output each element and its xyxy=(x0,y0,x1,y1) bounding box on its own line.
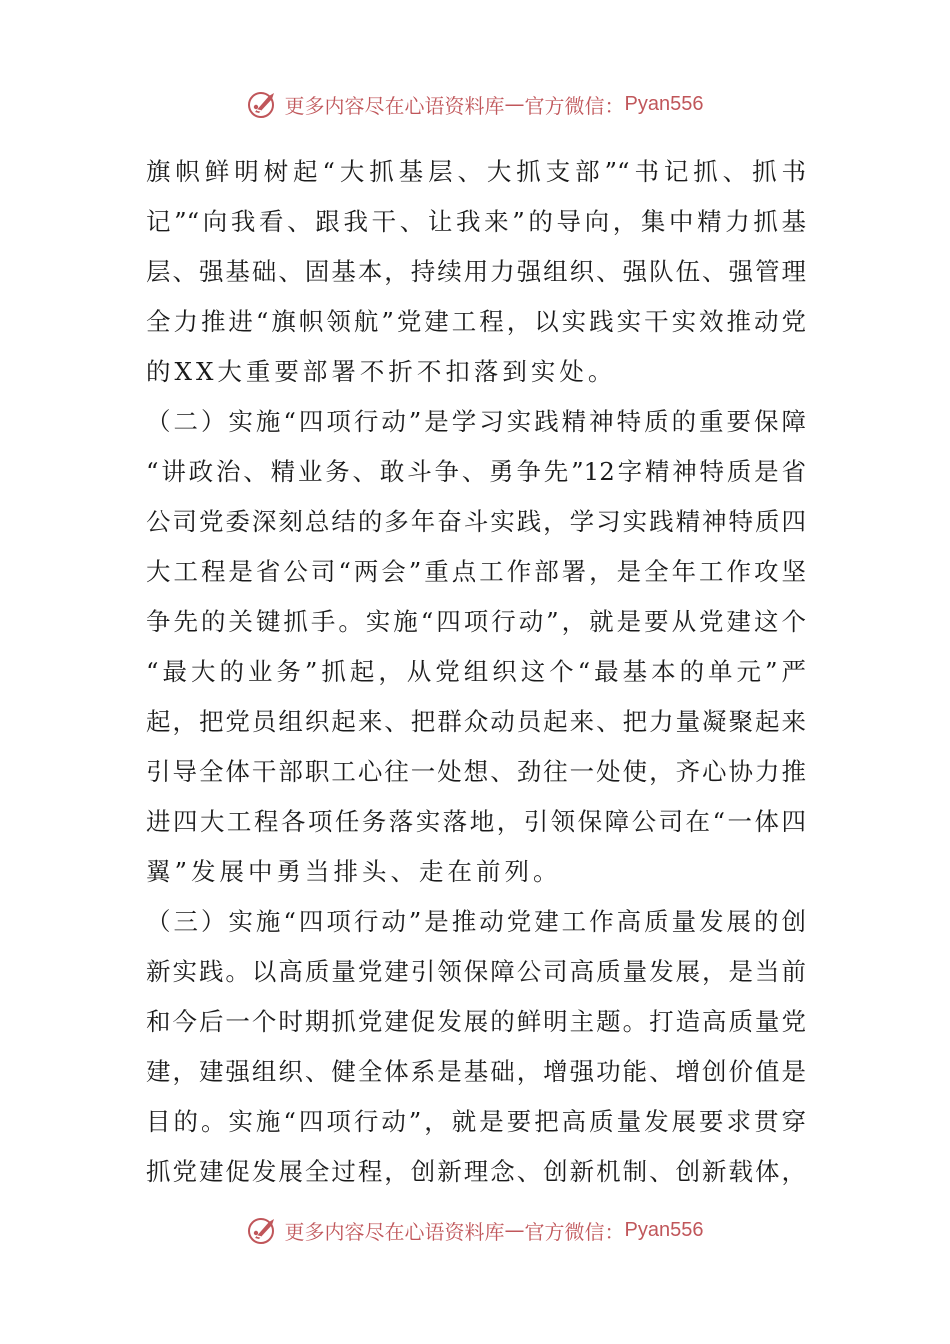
watermark-dash: — xyxy=(504,92,525,116)
text-line: 争先的关键抓手。实施“四项行动”，就是要从党建这个 xyxy=(146,607,806,636)
text-line: 抓党建促发展全过程，创新理念、创新机制、创新载体， xyxy=(146,1157,806,1186)
text-line: “最大的业务”抓起，从党组织这个“最基本的单元”严 xyxy=(146,657,806,686)
text-line: 新实践。以高质量党建引领保障公司高质量发展，是当前 xyxy=(146,957,806,986)
watermark-brand: 更多内容尽在心语资料库 xyxy=(284,93,505,118)
text-line: 的XX大重要部署不折不扣落到实处。 xyxy=(146,357,617,386)
watermark-contact-label: 官方微信： xyxy=(524,93,625,118)
text-line: 建，建强组织、健全体系是基础，增强功能、增创价值是 xyxy=(146,1057,806,1086)
watermark-dash: — xyxy=(504,1218,525,1242)
text-line: 旗帜鲜明树起“大抓基层、大抓支部”“书记抓、抓书 xyxy=(146,157,806,186)
watermark-brand: 更多内容尽在心语资料库 xyxy=(284,1219,505,1244)
watermark-wechat-id: Pyan556 xyxy=(624,1218,704,1241)
text-line: 和今后一个时期抓党建促发展的鲜明主题。打造高质量党 xyxy=(146,1007,806,1036)
text-line: 层、强基础、固基本，持续用力强组织、强队伍、强管理 xyxy=(146,257,806,286)
document-body xyxy=(146,147,806,1197)
text-line: 起，把党员组织起来、把群众动员起来、把力量凝聚起来 xyxy=(146,707,806,736)
text-line: 引导全体干部职工心往一处想、劲往一处使，齐心协力推 xyxy=(146,757,806,786)
text-line: 翼”发展中勇当排头、走在前列。 xyxy=(146,857,562,886)
fountain-pen-logo-icon xyxy=(247,1214,279,1246)
paragraph-3 xyxy=(146,897,806,1197)
text-line: 目的。实施“四项行动”，就是要把高质量发展要求贯穿 xyxy=(146,1107,806,1136)
text-line: 记”“向我看、跟我干、让我来”的导向，集中精力抓基 xyxy=(146,207,806,236)
watermark-wechat-id: Pyan556 xyxy=(624,92,704,115)
text-line: 全力推进“旗帜领航”党建工程，以实践实干实效推动党 xyxy=(146,307,806,336)
text-line: 进四大工程各项任务落实落地，引领保障公司在“一体四 xyxy=(146,807,806,836)
paragraph-2 xyxy=(146,397,806,897)
fountain-pen-logo-icon xyxy=(247,88,279,120)
text-line: 公司党委深刻总结的多年奋斗实践，学习实践精神特质四 xyxy=(146,507,806,536)
paragraph-1 xyxy=(146,147,806,397)
header-watermark xyxy=(0,84,950,124)
text-line: “讲政治、精业务、敢斗争、勇争先”12字精神特质是省 xyxy=(146,457,806,486)
footer-watermark xyxy=(0,1210,950,1250)
text-line: 大工程是省公司“两会”重点工作部署，是全年工作攻坚 xyxy=(146,557,806,586)
section-heading-line: （三）实施“四项行动”是推动党建工作高质量发展的创 xyxy=(146,907,806,936)
watermark-contact-label: 官方微信： xyxy=(524,1219,625,1244)
section-heading-line: （二）实施“四项行动”是学习实践精神特质的重要保障 xyxy=(146,407,806,436)
